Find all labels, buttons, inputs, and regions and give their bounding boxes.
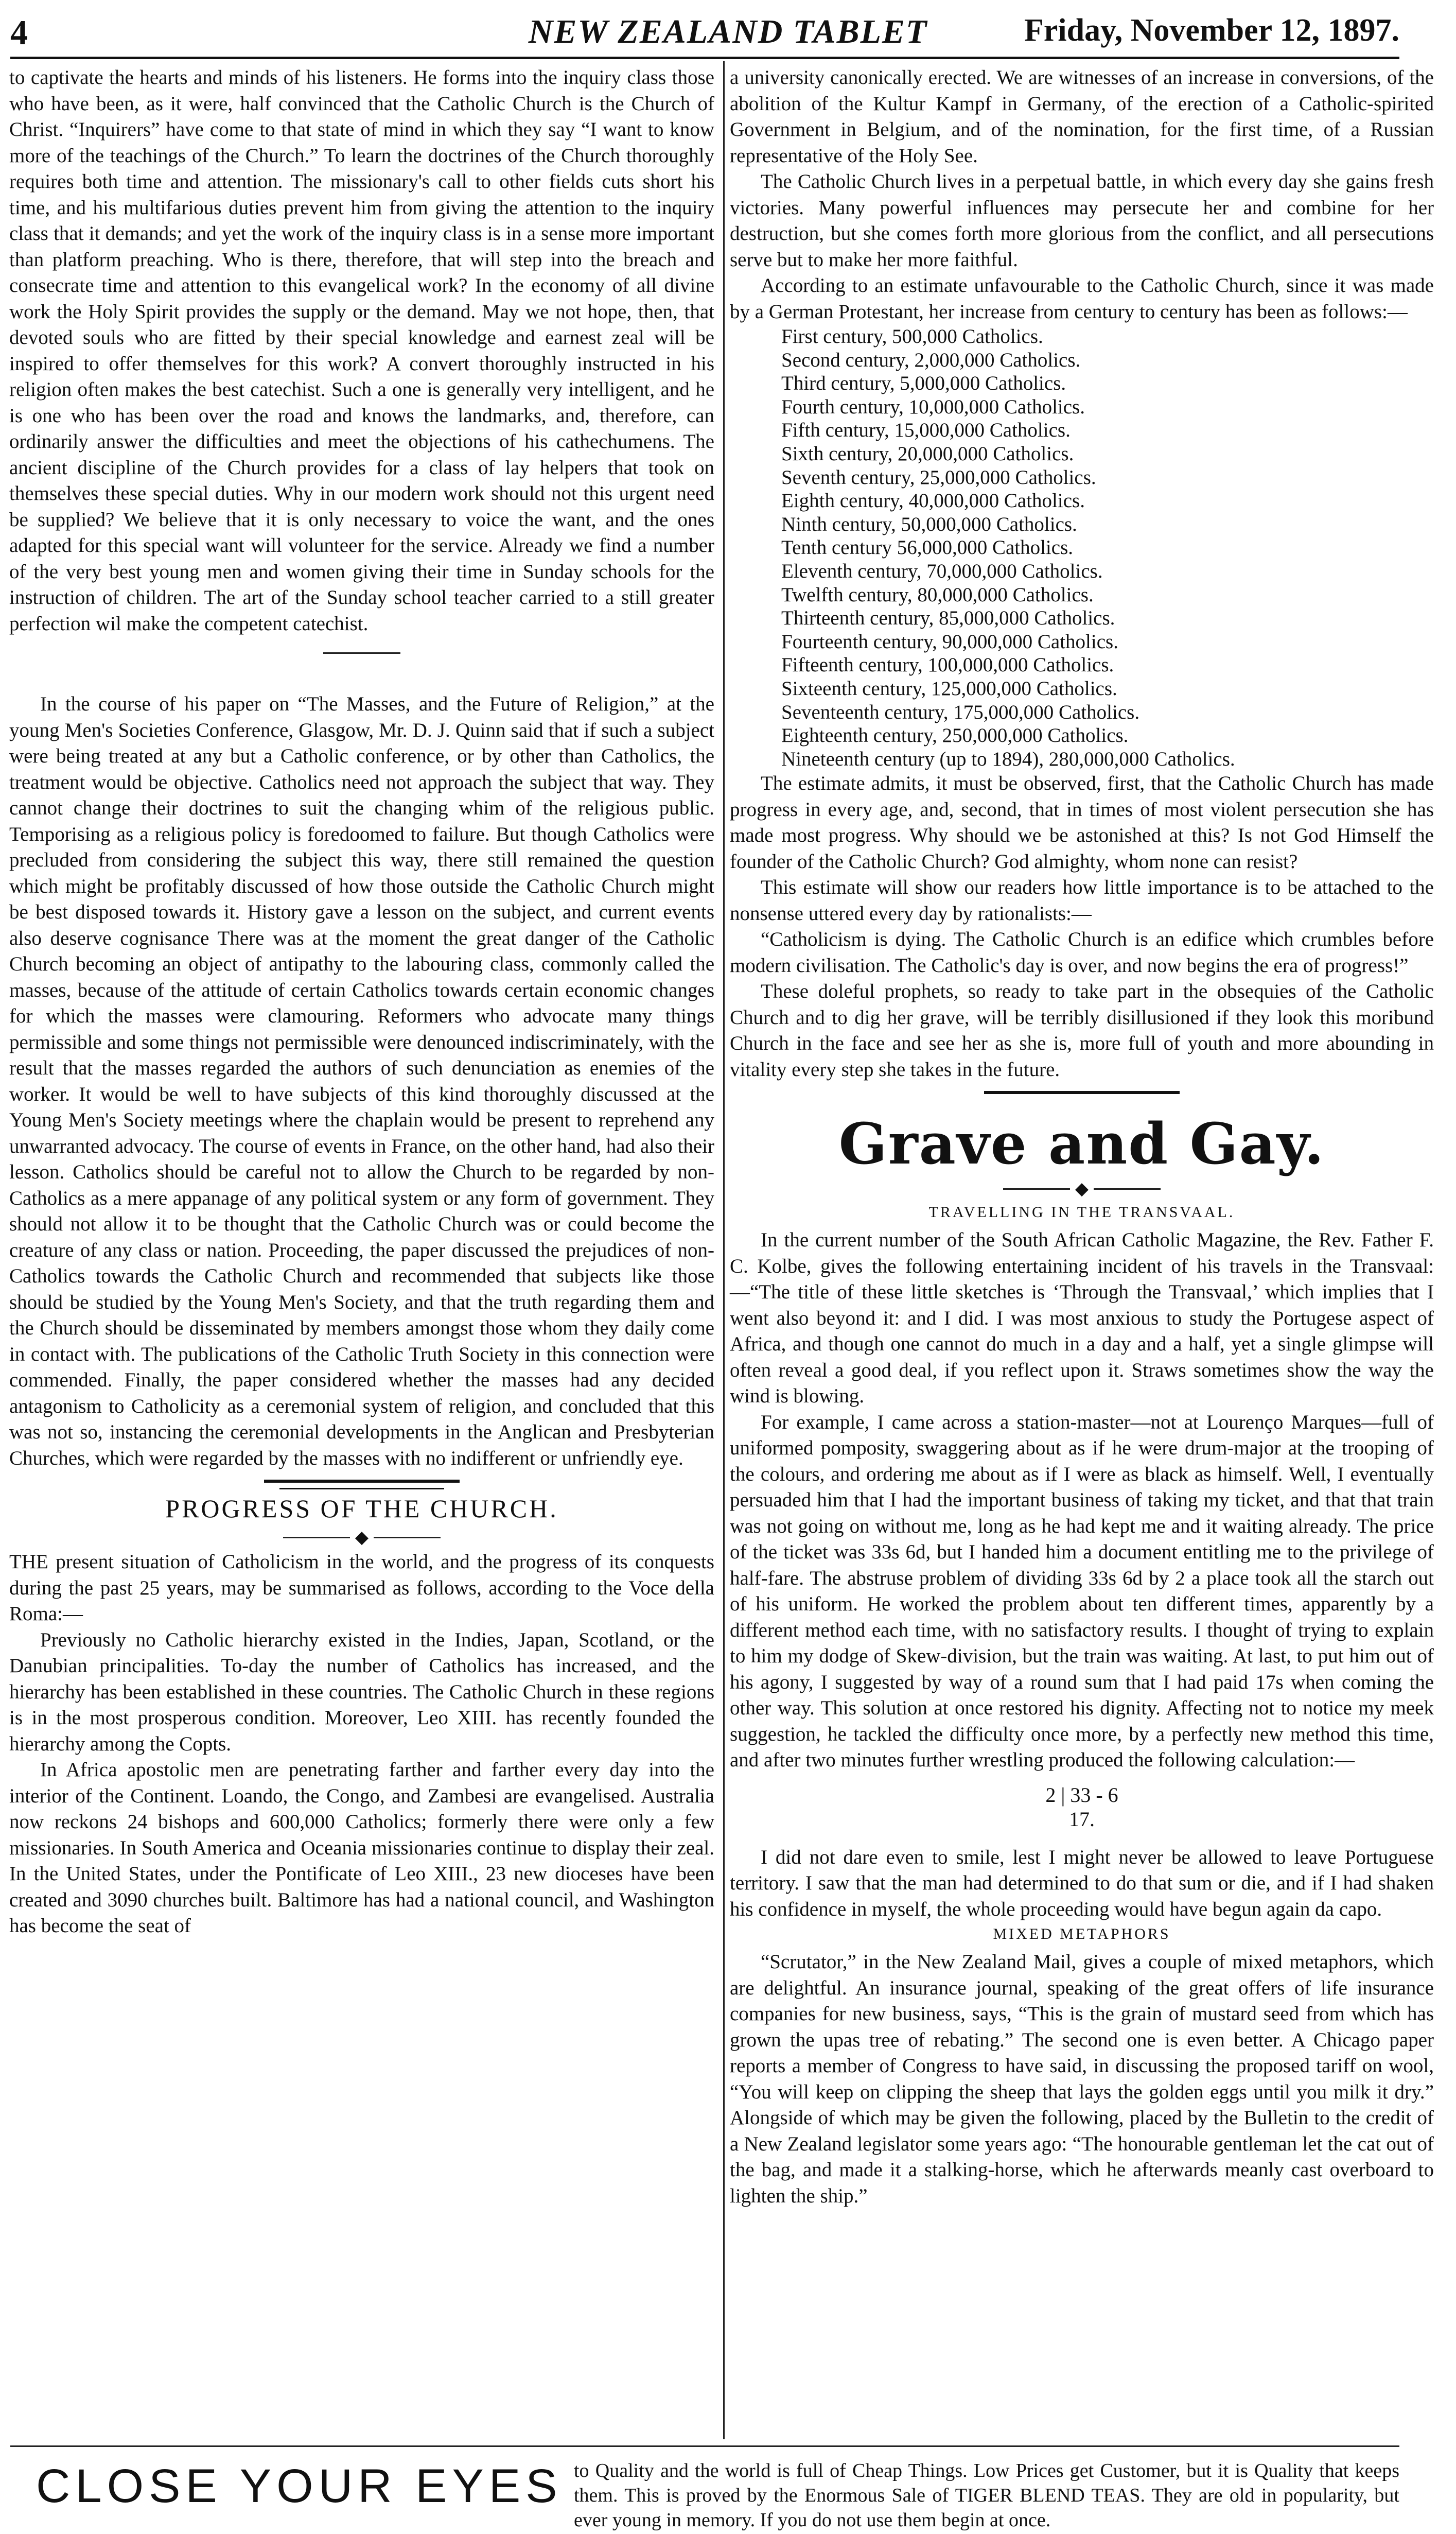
newspaper-title: NEW ZEALAND TABLET bbox=[528, 13, 928, 50]
article-paragraph: This estimate will show our readers how little importance is to be attached to the nonsense uttered every day by rationalists:— bbox=[730, 876, 1434, 925]
subheading: MIXED METAPHORS bbox=[993, 1925, 1171, 1943]
double-rule-divider bbox=[984, 1091, 1180, 1094]
issue-date: Friday, November 12, 1897. bbox=[1024, 13, 1399, 48]
double-rule-divider bbox=[264, 1480, 460, 1483]
page-number: 4 bbox=[10, 13, 28, 52]
list-item: Fourth century, 10,000,000 Catholics. bbox=[781, 395, 1085, 418]
article-paragraph: The estimate admits, it must be observed, first, that the Catholic Church has made progress in every age, and, second, that in times of most violent persecution she has made most progress. Why should we be astonished at this? Is not God Himself the founder of the Catholic Church? God almighty, whom none can resist? bbox=[730, 772, 1434, 873]
advertisement-headline: CLOSE YOUR EYES bbox=[36, 2460, 563, 2512]
subheading: TRAVELLING IN THE TRANSVAAL. bbox=[928, 1204, 1235, 1221]
list-item: Nineteenth century (up to 1894), 280,000,000 Catholics. bbox=[781, 748, 1235, 770]
century-list bbox=[781, 325, 1434, 771]
list-item: Tenth century 56,000,000 Catholics. bbox=[781, 536, 1074, 559]
list-item: First century, 500,000 Catholics. bbox=[781, 325, 1043, 348]
article-paragraph: to captivate the hearts and minds of his listeners. He forms into the inquiry class those who have been, as it were, half convinced that the Catholic Church is the Church of Christ. “Inquirers” have come to that state of mind in which they say “I want to know more of the teachings of the Church.” To learn the doctrines of the Church thoroughly requires both time and attention. The missionary's call to other fields cuts short his time, and his multifarious duties prevent him from giving the attention to the inquiry class that it demands; and yet the work of the inquiry class is in a sense more important than platform preaching. Who is there, therefore, that will step into the breach and consecrate time and attention to this evangelical work? In the economy of all divine work the Holy Spirit provides the supply or the demand. May we not hope, then, that devoted souls who are fitted by their special knowledge and earnest zeal will be inspired to offer themselves for this work? A convert thoroughly instructed in his religion often makes the best catechist. Such a one is generally very intelligent, and he is one who has been over the road and knows the landmarks, and, therefore, can ordinarily answer the difficulties and meet the objections of his cathechumens. The ancient discipline of the Church provides for a class of lay helpers that took on themselves these special duties. Why in our modern work should not this urgent need be supplied? We believe that it is only necessary to voice the want, and the ones adapted for this special want will volunteer for the service. Already we find a number of the very best young men and women giving their time in Sunday schools for the instruction of children. The art of the Sunday school teacher carried to a still greater perfection wil make the competent catechist. bbox=[9, 66, 714, 635]
list-item: Seventh century, 25,000,000 Catholics. bbox=[781, 466, 1096, 489]
list-item: Seventeenth century, 175,000,000 Catholics. bbox=[781, 701, 1140, 723]
article-paragraph: According to an estimate unfavourable to the Catholic Church, since it was made by a German Protestant, her increase from century to century has been as follows:— bbox=[730, 274, 1434, 323]
masthead bbox=[0, 0, 1456, 60]
list-item: Eighteenth century, 250,000,000 Catholics. bbox=[781, 724, 1129, 747]
ornament-divider: ◆ bbox=[730, 1177, 1434, 1201]
calculation: 2 | 33 - 6 bbox=[1045, 1783, 1118, 1807]
masthead-rule bbox=[10, 57, 1399, 59]
section-heading: PROGRESS OF THE CHURCH. bbox=[165, 1494, 558, 1523]
calculation-result: 17. bbox=[1069, 1807, 1095, 1831]
article-paragraph: The Catholic Church lives in a perpetual battle, in which every day she gains fresh victories. Many powerful influences may persecute her and combine for her destruction, but she comes forth more glorious from the conflict, and all persecutions serve but to make her more faithful. bbox=[730, 170, 1434, 271]
list-item: Third century, 5,000,000 Catholics. bbox=[781, 372, 1066, 395]
right-column bbox=[730, 65, 1434, 2209]
list-item: Eleventh century, 70,000,000 Catholics. bbox=[781, 560, 1103, 582]
left-column bbox=[9, 65, 714, 1939]
advertisement-text: to Quality and the world is full of Cheap Things. Low Prices get Customer, but it is Quality that keeps them. This is proved by the Enormous Sale of TIGER BLEND TEAS. They are old in popularity, but ever young in memory. If you do not use them begin at once. bbox=[574, 2460, 1399, 2531]
article-paragraph: For example, I came across a station-master—not at Lourenço Marques—full of uniformed pomposity, swaggering about as if he were drum-major at the trooping of the colours, and ordering me about as if I were as black as himself. Well, I eventually persuaded him that I had the important business of taking my ticket, and that that train was not going on without me, long as he had kept me and it waiting already. The price of the ticket was 33s 6d, but I handed him a document entitling me to the privilege of half-fare. The abstruse problem of dividing 33s 6d by 2 a place took all the starch out of his uniform. He worked the problem about ten different times, apparently by a different method each time, with no satisfactory results. I thought of trying to explain to him my dodge of Skew-division, but the train was waiting. At last, to put him out of his agony, I suggested by way of a round sum that I had paid 17s when coming the other way. This solution at once restored his dignity. Affecting not to notice my meek suggestion, he tackled the difficulty once more, by a perfectly new method this time, and after two minutes further wrestling produced the following calculation:— bbox=[730, 1411, 1434, 1772]
article-paragraph: “Catholicism is dying. The Catholic Church is an edifice which crumbles before modern civilisation. The Catholic's day is over, and now begins the era of progress!” bbox=[730, 928, 1434, 977]
section-heading: Grave and Gay. bbox=[838, 1110, 1325, 1177]
article-paragraph: Previously no Catholic hierarchy existed in the Indies, Japan, Scotland, or the Danubian principalities. To-day the number of Catholics has increased, and the hierarchy has been established in these countries. The Catholic Church in these regions is in the most prosperous condition. Moreover, Leo XIII. has recently founded the hierarchy among the Copts. bbox=[9, 1628, 714, 1755]
list-item: Eighth century, 40,000,000 Catholics. bbox=[781, 490, 1085, 512]
list-item: Ninth century, 50,000,000 Catholics. bbox=[781, 513, 1077, 535]
list-item: Fifth century, 15,000,000 Catholics. bbox=[781, 419, 1071, 442]
advertisement bbox=[10, 2445, 1399, 2531]
list-item: Fourteenth century, 90,000,000 Catholics. bbox=[781, 630, 1118, 653]
article-paragraph: THE present situation of Catholicism in the world, and the progress of its conquests during the past 25 years, may be summarised as follows, according to the Voce della Roma:— bbox=[9, 1551, 714, 1625]
list-item: Sixth century, 20,000,000 Catholics. bbox=[781, 442, 1074, 465]
article-paragraph: “Scrutator,” in the New Zealand Mail, gives a couple of mixed metaphors, which are delightful. An insurance journal, speaking of the great offers of life insurance companies for new business, says, “This is the grain of mustard seed from which has grown the upas tree of rebating.” The second one is even better. A Chicago paper reports a member of Congress to have said, in discussing the proposed tariff on wool, “You will keep on clipping the sheep that lays the golden eggs until you milk it dry.” Alongside of which may be given the following, placed by the Bulletin to the credit of a New Zealand legislator some years ago: “The honourable gentleman let the cat out of the bag, and made it a stalking-horse, which he afterwards meanly cast overboard to lighten the ship.” bbox=[730, 1951, 1434, 2207]
list-item: Sixteenth century, 125,000,000 Catholics. bbox=[781, 677, 1117, 700]
list-item: Twelfth century, 80,000,000 Catholics. bbox=[781, 583, 1094, 606]
list-item: Fifteenth century, 100,000,000 Catholics. bbox=[781, 654, 1114, 676]
article-paragraph: In the current number of the South African Catholic Magazine, the Rev. Father F. C. Kolbe, gives the following entertaining incident of his travels in the Transvaal:—“The title of these little sketches is ‘Through the Transvaal,’ which implies that I went also beyond it: and I did. I was most anxious to study the Portugese aspect of Africa, and though one cannot do much in a day and a half, yet a single glimpse will often reveal a good deal, if you reflect upon it. Straws sometimes show the way the wind is blowing. bbox=[730, 1229, 1434, 1408]
article-paragraph: I did not dare even to smile, lest I might never be allowed to leave Portuguese territory. I saw that the man had determined to do that sum or die, and if I had shaken his confidence in myself, the whole proceeding would have begun again da capo. bbox=[730, 1846, 1434, 1920]
section-divider bbox=[9, 652, 714, 691]
article-paragraph: In Africa apostolic men are penetrating farther and farther every day into the interior of the Continent. Loando, the Congo, and Zambesi are evangelised. Australia now reckons 24 bishops and 600,000 Catholics; formerly there were only a few missionaries. In South America and Oceania missionaries continue to display their zeal. In the United States, under the Pontificate of Leo XIII., 23 new dioceses have been created and 3090 churches built. Baltimore has had a national council, and Washington has become the seat of bbox=[9, 1759, 714, 1937]
article-paragraph: In the course of his paper on “The Masses, and the Future of Religion,” at the young Men's Societies Conference, Glasgow, Mr. D. J. Quinn said that if such a subject were being treated at any but a Catholic conference, or by other than Catholics, the treatment would be objective. Catholics need not approach the subject that way. They cannot change their doctrines to suit the changing whim of the religious public. Temporising as a religious policy is foredoomed to failure. But though Catholics were precluded from considering the subject this way, there still remained the question which might be profitably discussed of how those outside the Catholic Church might be best disposed towards it. History gave a lesson on the subject, and current events also deserve cognisance There was at the moment the great danger of the Catholic Church becoming an object of antipathy to the labouring class, commonly called the masses, because of the attitude of certain Catholics towards certain economic changes for which the masses were clamouring. Reformers who advocate many things permissible and some things not permissible were denounced indiscriminately, with the result that the masses regarded the authors of such denunciation as enemies of the worker. It would be well to have subjects of this kind thoroughly discussed at the Young Men's Society meetings where the chaplain would be present to reprehend any unwarranted advocacy. The course of events in France, on the other hand, had also their lesson. Catholics should be careful not to allow the Church to be regarded by non-Catholics as a mere appanage of any political system or any form of government. They should not allow it to be thought that the Catholic Church was or could become the creature of any class or nation. Proceeding, the paper discussed the prejudices of non-Catholics towards the Catholic Church and recommended that subjects like those should be studied by the Young Men's Society, and that the truth regarding them and the Church should be disseminated by members amongst those whom they daily come in contact with. The publications of the Catholic Truth Society in this connection were commended. Finally, the paper considered whether the masses had any decided antagonism to Catholicity as a ceremonial system of religion, and concluded that this was not so, instancing the ceremonial developments in the Anglican and Presbyterian Churches, which were regarded by the masses with no indifferent or unfriendly eye. bbox=[9, 693, 714, 1469]
article-paragraph: a university canonically erected. We are witnesses of an increase in conversions, of the abolition of the Kultur Kampf in Germany, of the erection of a Catholic-spirited Government in Belgium, and of the nomination, for the first time, of a Russian representative of the Holy See. bbox=[730, 66, 1434, 167]
list-item: Second century, 2,000,000 Catholics. bbox=[781, 349, 1081, 371]
article-paragraph: These doleful prophets, so ready to take part in the obsequies of the Catholic Church and to dig her grave, will be terribly disillusioned if they look this moribund Church in the face and see her as she is, more full of youth and more abounding in vitality every step she takes in the future. bbox=[730, 980, 1434, 1081]
ornament-divider: ◆ bbox=[9, 1525, 714, 1549]
list-item: Thirteenth century, 85,000,000 Catholics. bbox=[781, 607, 1115, 630]
column-divider bbox=[723, 61, 725, 2439]
